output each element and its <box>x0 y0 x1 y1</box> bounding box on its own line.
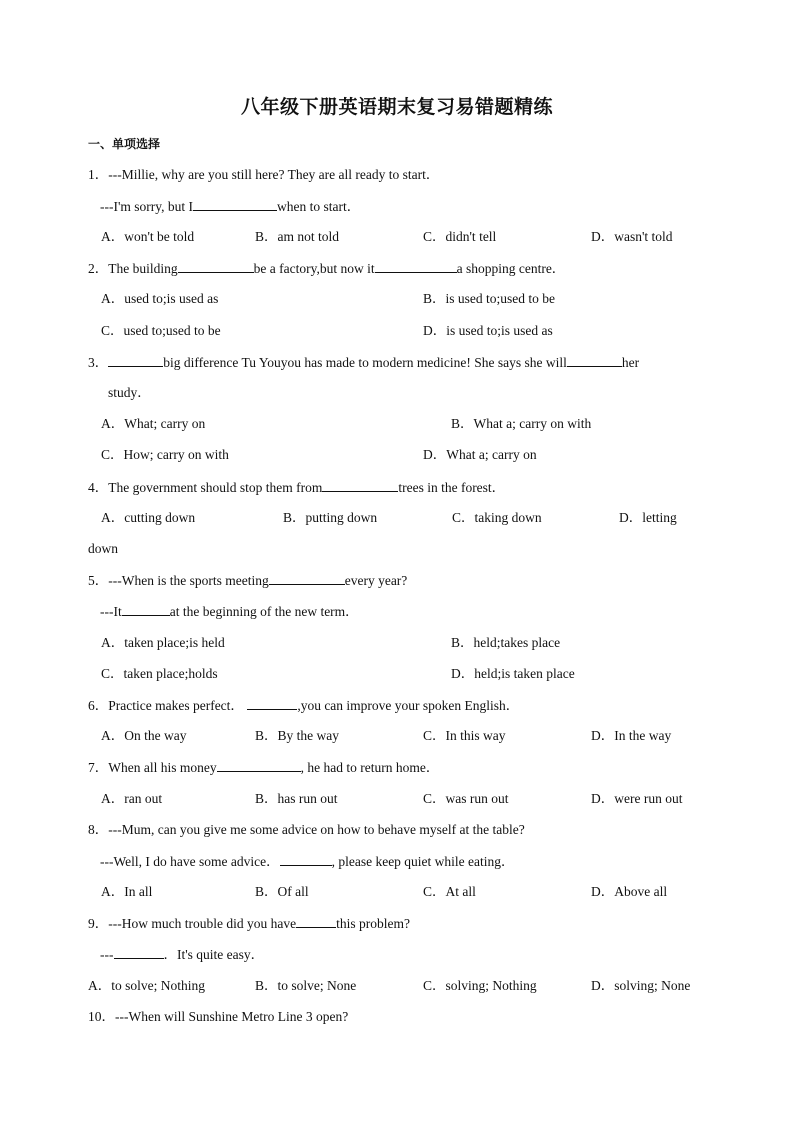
option-d[interactable]: D．Above all <box>591 884 668 899</box>
question-text: every year? <box>344 573 408 588</box>
question-3-continuation: study． <box>108 385 151 400</box>
option-c[interactable]: C．didn't tell <box>423 229 497 244</box>
option-d[interactable]: D．What a; carry on <box>423 447 537 462</box>
question-4 <box>88 478 505 497</box>
section-heading: 一、单项选择 <box>88 137 161 151</box>
option-c[interactable]: C．was run out <box>423 791 509 806</box>
option-c[interactable]: C．How; carry on with <box>101 447 229 462</box>
option-c[interactable]: C．taking down <box>452 510 542 525</box>
option-a[interactable]: A．cutting down <box>101 510 196 525</box>
question-text: , please keep quiet while eating． <box>331 854 515 869</box>
question-text: ---It <box>100 604 122 619</box>
option-b[interactable]: B．is used to;used to be <box>423 291 555 306</box>
answer-blank[interactable] <box>108 353 163 367</box>
answer-blank[interactable] <box>114 945 164 959</box>
question-3 <box>88 353 639 372</box>
option-c[interactable]: C．In this way <box>423 728 506 743</box>
question-text: ---When will Sunshine Metro Line 3 open? <box>115 1009 349 1024</box>
option-b[interactable]: B．putting down <box>283 510 378 525</box>
answer-blank[interactable] <box>280 852 332 866</box>
question-8-line-2 <box>100 852 515 871</box>
option-d[interactable]: D．is used to;is used as <box>423 323 553 338</box>
question-number: 9． <box>88 916 109 931</box>
question-text: ．It's quite easy． <box>163 947 265 962</box>
question-number: 1． <box>88 167 109 182</box>
option-c[interactable]: C．used to;used to be <box>101 323 221 338</box>
question-text: --- <box>100 947 114 962</box>
question-text: The government should stop them from <box>108 480 323 495</box>
option-b[interactable]: B．held;takes place <box>451 635 561 650</box>
question-7 <box>88 758 439 777</box>
option-b[interactable]: B．to solve; None <box>255 978 357 993</box>
option-a[interactable]: A．used to;is used as <box>101 291 219 306</box>
option-d[interactable]: D．wasn't told <box>591 229 673 244</box>
question-text: ---I'm sorry, but I <box>100 199 194 214</box>
option-b[interactable]: B．Of all <box>255 884 309 899</box>
question-text: ---When is the sports meeting <box>108 573 269 588</box>
question-number: 10． <box>88 1009 115 1024</box>
option-d[interactable]: D．were run out <box>591 791 683 806</box>
question-number: 7． <box>88 760 109 775</box>
question-6 <box>88 696 519 715</box>
question-text: ---Mum, can you give me some advice on how to behave myself at the table? <box>108 822 525 837</box>
question-text: The building <box>108 261 178 276</box>
option-d[interactable]: D．solving; None <box>591 978 691 993</box>
option-a[interactable]: A．ran out <box>101 791 163 806</box>
option-a[interactable]: A．What; carry on <box>101 416 206 431</box>
option-a[interactable]: A．On the way <box>101 728 187 743</box>
answer-blank[interactable] <box>178 259 254 273</box>
answer-blank[interactable] <box>375 259 457 273</box>
question-1 <box>88 166 439 184</box>
answer-blank[interactable] <box>322 478 398 492</box>
option-d-wrap: down <box>88 541 118 556</box>
question-text: ---How much trouble did you have <box>108 916 297 931</box>
option-a[interactable]: A．won't be told <box>101 229 195 244</box>
option-a[interactable]: A．taken place;is held <box>101 635 225 650</box>
option-b[interactable]: B．has run out <box>255 791 338 806</box>
answer-blank[interactable] <box>247 696 297 710</box>
question-text: , he had to return home． <box>300 760 440 775</box>
option-c[interactable]: C．At all <box>423 884 476 899</box>
option-c[interactable]: C．taken place;holds <box>101 666 218 681</box>
option-d[interactable]: D．letting <box>619 510 677 525</box>
question-text: When all his money <box>108 760 217 775</box>
answer-blank[interactable] <box>567 353 622 367</box>
question-text: ---Well, I do have some advice． <box>100 854 280 869</box>
question-text: her <box>621 355 640 370</box>
question-text: big difference Tu Youyou has made to modern medicine! She says she will <box>163 355 567 370</box>
question-text: Practice makes perfect． <box>108 698 244 713</box>
question-9-line-2 <box>100 945 264 964</box>
question-10 <box>88 1008 348 1026</box>
question-5 <box>88 571 407 590</box>
option-a[interactable]: A．In all <box>101 884 153 899</box>
answer-blank[interactable] <box>122 602 170 616</box>
question-text: a shopping centre． <box>456 261 566 276</box>
option-d[interactable]: D．held;is taken place <box>451 666 575 681</box>
option-c[interactable]: C．solving; Nothing <box>423 978 537 993</box>
question-text: this problem? <box>336 916 410 931</box>
option-d[interactable]: D．In the way <box>591 728 672 743</box>
question-number: 8． <box>88 822 109 837</box>
question-5-line-2 <box>100 602 359 621</box>
question-text: ---Millie, why are you still here? They are all ready to start． <box>108 167 440 182</box>
question-number: 5． <box>88 573 109 588</box>
option-b[interactable]: B．By the way <box>255 728 339 743</box>
answer-blank[interactable] <box>193 197 277 211</box>
page-title: 八年级下册英语期末复习易错题精练 <box>240 96 553 118</box>
question-text: be a factory,but now it <box>253 261 375 276</box>
answer-blank[interactable] <box>269 571 345 585</box>
question-1-line-2 <box>100 197 360 216</box>
question-text: trees in the forest． <box>398 480 506 495</box>
question-text: when to start． <box>277 199 361 214</box>
question-number: 2． <box>88 261 109 276</box>
option-a[interactable]: A．to solve; Nothing <box>88 978 205 993</box>
answer-blank[interactable] <box>296 914 336 928</box>
option-b[interactable]: B．am not told <box>255 229 339 244</box>
question-8 <box>88 821 525 839</box>
question-number: 3． <box>88 355 109 370</box>
question-2 <box>88 259 565 278</box>
question-text: at the beginning of the new term． <box>169 604 359 619</box>
question-9 <box>88 914 410 933</box>
question-number: 4． <box>88 480 109 495</box>
question-text: ,you can improve your spoken English． <box>297 698 520 713</box>
option-b[interactable]: B．What a; carry on with <box>451 416 592 431</box>
question-number: 6． <box>88 698 109 713</box>
answer-blank[interactable] <box>217 758 301 772</box>
